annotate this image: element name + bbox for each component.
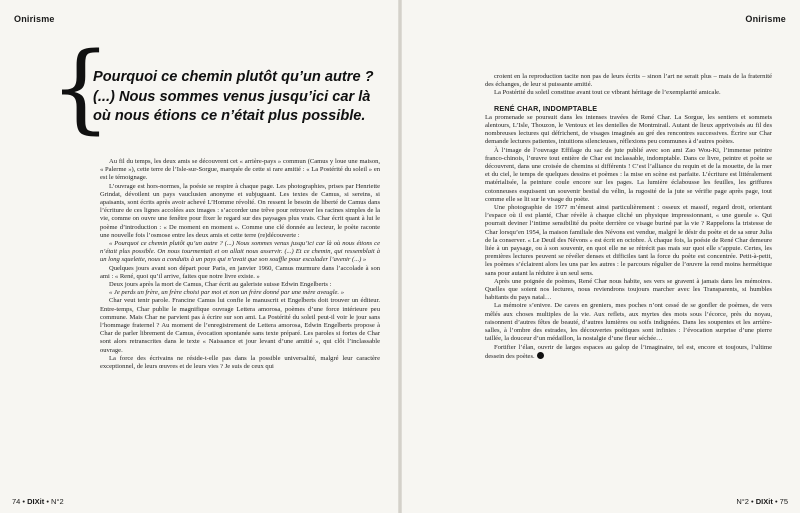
pull-quote: Pourquoi ce chemin plutôt qu’un autre ? (...) Nous sommes venus jusqu’ici car là où nous étions ce n’était plus possible. [93, 69, 374, 124]
paragraph: Au fil du temps, les deux amis se découvrent cet « arrière-pays » commun (Camus y loue une maison, « Palerme »), cette terre de l’Isle-sur-Sorgue, marquée de cette si rare amitié : « La Postérité du soleil » en est le témoignage. [100, 158, 380, 182]
paragraph: Une photographie de 1977 m’émeut ainsi particulièrement : osseux et massif, regard droit, orientant l’espace où il est planté, Char révèle à chaque cliché un physique impressionnant, « une gueule ». Qui pourrait deviner l’intime sensibilité du poète derrière ce visage buriné par la vie ? Rappelons la tristesse de Char lorsqu’en 1954, la maison familiale des Névons est vendue, malgré le désir du poète et de sa sœur Julia de la conserver. « Le Deuil des Névons » est écrit en octobre. À chaque fois, la poésie de René Char demeure liée à un paysage, ou à son souvenir, en quoi elle ne se rétrécit pas mais sur quoi elle s’appuie. Certes, les premières lectures peuvent se révéler denses et difficiles tant la force du poète est concentrée. Petit-à-petit, les poèmes s’éclairent alors les uns par les autres : le parcours régulier de l’œuvre la rend moins hermétique sans pour autant la réduire à un seul sens. [485, 204, 772, 277]
paragraph: L’ouvrage est hors-normes, la poésie se respire à chaque page. Les photographies, prises par Henriette Grindat, dévoilent un pays vauclusien anonyme et subjuguant. Les textes de Camus, si sereins, si apaisants, sont écrits après avoir achevé L’Homme révolté. On ressent le besoin de liberté de Camus dans l’écriture de ces lignes accolées aux images : s’accorder une trêve pour retrouver les racines simples de la vie, comme on ouvre une fenêtre pour fixer le regard sur des paysages plus vrais. Char écrit quant à lui le poème d’introduction : « De moment en moment ». Comme une clé donnée au lecteur, le poète raconte une nouvelle fois l’osmose entre les deux amis et cette terre (re)découverte : [100, 182, 380, 239]
section-title: Onirisme [745, 14, 786, 24]
paragraph: La Postérité du soleil constitue avant tout ce vibrant héritage de l’exemplarité amicale. [494, 89, 721, 97]
paragraph: Deux jours après la mort de Camus, Char écrit au galeriste suisse Edwin Engelberts : [109, 281, 332, 289]
citation-paragraph: « Je perds un frère, un frère choisi par moi et non un frère donné par une mère aveugle. » [109, 289, 344, 297]
issue-number: N°2 [51, 497, 64, 506]
citation-paragraph: « Pourquoi ce chemin plutôt qu’un autre ? (...) Nous sommes venus jusqu’ici car là où nous étions ce n’était plus possible. On nous tourmentait et on allait nous asservir. (...) Et ce chemin, qui ressemblait à un long squelette, nous a conduits à un pays qui n’avait que son souffle pour escalader l’avenir (...) » [100, 240, 380, 264]
page-number: 75 [779, 497, 788, 506]
paragraph: Après une poignée de poèmes, René Char nous habite, ses vers se gravent à jamais dans les mémoires. Quelles que soient nos lectures, nous reviendrons toujours marcher avec les Transparents, si humbles habitants du pays natal… [485, 277, 772, 302]
paragraph: croient en la reproduction tacite non pas de leurs écrits – sinon l’art ne serait plus – mais de la fraternité des échanges, de leur si puissante amitié. [485, 73, 772, 89]
paragraph: À l’image de l’ouvrage Effilage du sac de jute publié avec son ami Zao Wou-Ki, l’immense peintre franco-chinois, l’œuvre tout entière de Char est inclassable, indomptable. Dans ce livre, peintre et poète se découvrent, dans une croisée de chemins si différents ! C’est l’alliance du requin et de la mouette, de la mer et du ciel, le temps de quelques dessins et poèmes : la mise en scène est parfaite. L’écriture est littéralement matérialisée, la peinture coule encore sur les pages. La lumière éclabousse les feuilles, les griffures cotonneuses esquissent un souvenir bestial du vélin, la rugosité de la jute se vérifie page après page, tout comme elle se lit sur le visage du poète. [485, 146, 772, 203]
page-folio: N°2 • DIXit • 75 [736, 497, 788, 506]
paragraph [485, 344, 772, 361]
quote-brace-ornament: { [50, 32, 112, 144]
left-article-column [100, 158, 380, 371]
paragraph: Quelques jours avant son départ pour Paris, en janvier 1960, Camus murmure dans l’accolade à son ami : « René, quoi qu’il arrive, faites que notre livre existe. » [100, 264, 380, 280]
subheading: RENÉ CHAR, INDOMPTABLE [494, 103, 598, 113]
final-sentence: Fortifier l’élan, ouvrir de larges espaces au galop de l’imaginaire, tel est, encore et toujours, l’ultime dessein des poètes. [485, 343, 772, 360]
paragraph: La promenade se poursuit dans les intenses travées de René Char. La Sorgue, les sentiers et sommets alentours, L’Isle, Thouzon, le Ventoux et les dentelles de Montmirail. Autant de lieux apprivoisés au fil des nombreuses lectures qui défrichent, de visages imaginés au gré des rencontres successives. Écrire sur Char demande lectures patientes, intuitions silencieuses, réflexions peu communes à d’autres poètes. [485, 113, 772, 146]
paragraph: Char veut tenir parole. Francine Camus lui confie le manuscrit et Engelberts doit trouver un éditeur. Entre-temps, Char publie le magnifique ouvrage Lettera amorosa, poèmes d’une force intérieure peu commune. Mais Char ne parvient pas à écrire sur son ami. La Postérité du soleil peut-il voir le jour sans l’hommage fraternel ? Au moment de l’enregistrement de Lettera amorosa, Edwin Engelberts propose à Char de parler librement de Camus, évocation spontanée sans texte préparé. Les paroles si fortes de Char sont alors retranscrites dans le texte « Naissance et jour levant d’une amitié », qui clôt l’inclassable ouvrage. [100, 297, 380, 354]
right-page [402, 0, 800, 513]
issue-number: N°2 [736, 497, 749, 506]
page-folio: 74 • DIXit • N°2 [12, 497, 64, 506]
magazine-name: DIXit [755, 497, 773, 506]
paragraph: La force des écrivains ne réside-t-elle pas dans la possible universalité, malgré leur caractère exceptionnel, de leurs œuvres et de leurs vies ? Je suis de ceux qui [100, 354, 380, 371]
end-of-article-icon [537, 352, 544, 359]
section-title: Onirisme [14, 14, 55, 24]
left-page [0, 0, 398, 513]
right-article-column [485, 73, 772, 361]
paragraph: La mémoire s’enivre. De caves en greniers, mes poches n’ont cessé de se gonfler de poèmes, de vers mêlés aux choses multiples de la vie. Aux reflets, aux myrtes des mots sous l’écorce, près du noyau, raisonnent d’autres fêtes de beauté, d’autres lumières ou soifs indignées. Dans les soupentes et les arrière-salles, à l’ombre des estrades, les découvertes poétiques sont infinies : l’évocation surprise d’une pierre taillée, la douceur d’un médaillon, la nostalgie d’une fleur séchée… [485, 302, 772, 343]
page-number: 74 [12, 497, 21, 506]
magazine-name: DIXit [27, 497, 45, 506]
